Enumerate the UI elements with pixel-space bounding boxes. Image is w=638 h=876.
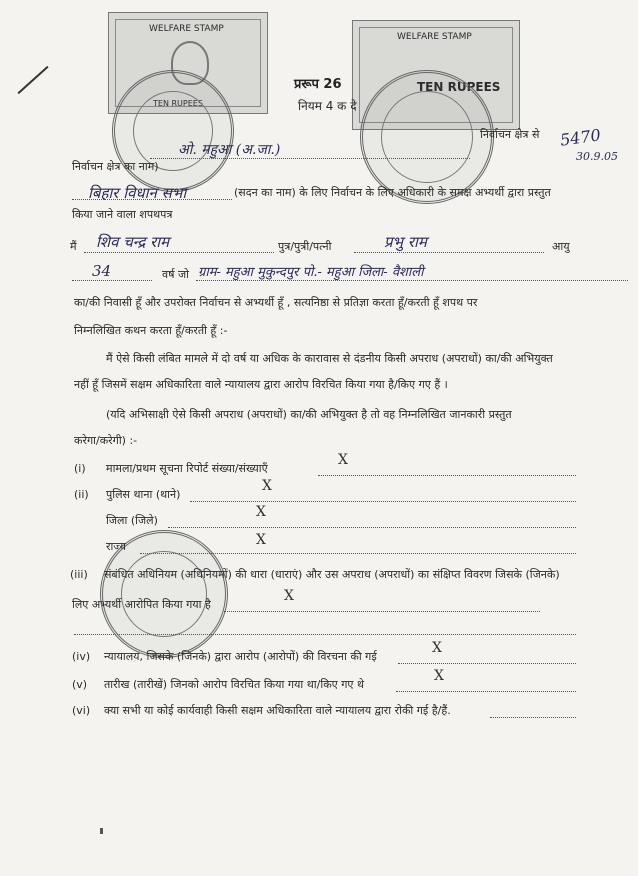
age-underline [72, 280, 152, 281]
item-v-label: तारीख (तारीखें) जिनको आरोप विरचित किया गया था/किए गए थे [104, 678, 365, 691]
para2-line2: करेगा/करेगी) :- [74, 434, 138, 447]
constituency-name: ओ. महुआ (अ.जा.) [178, 142, 281, 158]
item-vi-num: (vi) [72, 704, 91, 717]
item-district-label: जिला (जिले) [106, 514, 158, 527]
name-prefix: मैं [70, 240, 77, 253]
house-name: बिहार विधान सभा [88, 184, 187, 202]
parent-name: प्रभु राम [384, 233, 427, 251]
item-i-label: मामला/प्रथम सूचना रिपोर्ट संख्या/संख्याएँ [106, 462, 268, 475]
item-v-line [396, 691, 576, 692]
years-resident: वर्ष जो [162, 268, 189, 281]
item-i-value: X [338, 452, 348, 468]
item-v-value: X [434, 668, 444, 684]
item-iii-line2 [74, 634, 576, 635]
item-state-label: राज्य [106, 540, 127, 553]
affidavit-line: किया जाने वाला शपथपत्र [72, 208, 173, 221]
constituency-label: निर्वाचन क्षेत्र का नाम) [72, 160, 159, 173]
item-ii-num: (ii) [74, 488, 89, 501]
form-title: प्ररूप 26 [294, 77, 342, 92]
age-value: 34 [92, 262, 112, 280]
item-i-num: (i) [74, 462, 86, 475]
house-text: (सदन का नाम) के लिए निर्वाचन के लिए अधिकारी के समक्ष अभ्यर्थी द्वारा प्रस्तुत [234, 186, 551, 199]
item-iii-label: संबंधित अधिनियम (अधिनियमों) की धारा (धाराएं) और उस अपराध (अपराधों) का संक्षिप्त विवरण जिसके (जिनके) [104, 568, 560, 581]
item-i-line [318, 475, 576, 476]
house-underline [72, 199, 232, 200]
margin-mark [17, 66, 48, 94]
para1-line2: नहीं हूँ जिसमें सक्षम अधिकारिता वाले न्यायालय द्वारा आरोप विरचित किया गया है/किए गए हैं । [74, 378, 448, 391]
corner-date: 30.9.05 [576, 150, 618, 163]
parent-underline [354, 252, 544, 253]
statement-line: निम्नलिखित कथन करता हूँ/करती हूँ :- [74, 324, 228, 337]
son-of-label: पुत्र/पुत्री/पत्नी [278, 240, 332, 253]
para1-line1: मैं ऐसे किसी लंबित मामले में दो वर्ष या अधिक के कारावास से दंडनीय किसी अपराध (अपराधों) का/की अभियुक्त [106, 352, 553, 365]
item-iv-label: न्यायालय, जिसके (जिनके) द्वारा आरोप (आरोपों) की विरचना की गई [104, 650, 377, 663]
item-iii-label2: लिए अभ्यर्थी आरोपित किया गया है [72, 598, 211, 611]
notary-seal-left [112, 70, 234, 192]
item-v-num: (v) [72, 678, 88, 691]
item-district-line [168, 527, 576, 528]
item-iii-num: (iii) [70, 568, 88, 581]
deponent-name: शिव चन्द्र राम [96, 233, 170, 251]
right-stamp-amount: TEN RUPEES [417, 80, 501, 94]
item-state-line [140, 553, 576, 554]
item-vi-line [490, 717, 576, 718]
item-ii-line [190, 501, 576, 502]
resident-line: का/की निवासी हूँ और उपरोक्त निर्वाचन से अभ्यर्थी हूँ , सत्यनिष्ठा से प्रतिज्ञा करता हूँ/करती हूँ शपथ पर [74, 296, 478, 309]
constituency-underline [150, 158, 470, 159]
notary-seal-right [360, 70, 494, 204]
age-label: आयु [552, 240, 570, 253]
item-state-value: X [256, 532, 266, 548]
constituency-suffix: निर्वाचन क्षेत्र से [480, 128, 540, 141]
item-iii-line [224, 611, 540, 612]
item-iv-line [398, 663, 576, 664]
item-district-value: X [256, 504, 266, 520]
para2-line1: (यदि अभिसाक्षी ऐसे किसी अपराध (अपराधों) का/की अभियुक्त है तो वह निम्नलिखित जानकारी प्रस्तुत [106, 408, 512, 421]
left-stamp-title: WELFARE STAMP [149, 24, 224, 34]
left-stamp-amount: TEN RUPEES [153, 99, 203, 108]
right-stamp-title: WELFARE STAMP [397, 32, 472, 42]
name-underline [84, 252, 274, 253]
corner-note: 5470 [558, 125, 602, 150]
rule-label: नियम 4 क दे [298, 99, 357, 113]
item-ii-value: X [262, 478, 272, 494]
item-iv-num: (iv) [72, 650, 91, 663]
item-vi-label: क्या सभी या कोई कार्यवाही किसी सक्षम अधिकारिता वाले न्यायालय द्वारा रोकी गई है/हैं. [104, 704, 451, 717]
item-iii-value: X [284, 588, 294, 604]
scan-mark [100, 828, 103, 834]
address-underline [196, 280, 628, 281]
item-ii-label: पुलिस थाना (थाने) [106, 488, 181, 501]
item-iv-value: X [432, 640, 442, 656]
address-value: ग्राम- महुआ मुकुन्दपुर पो.- महुआ जिला- वैशाली [198, 265, 424, 280]
